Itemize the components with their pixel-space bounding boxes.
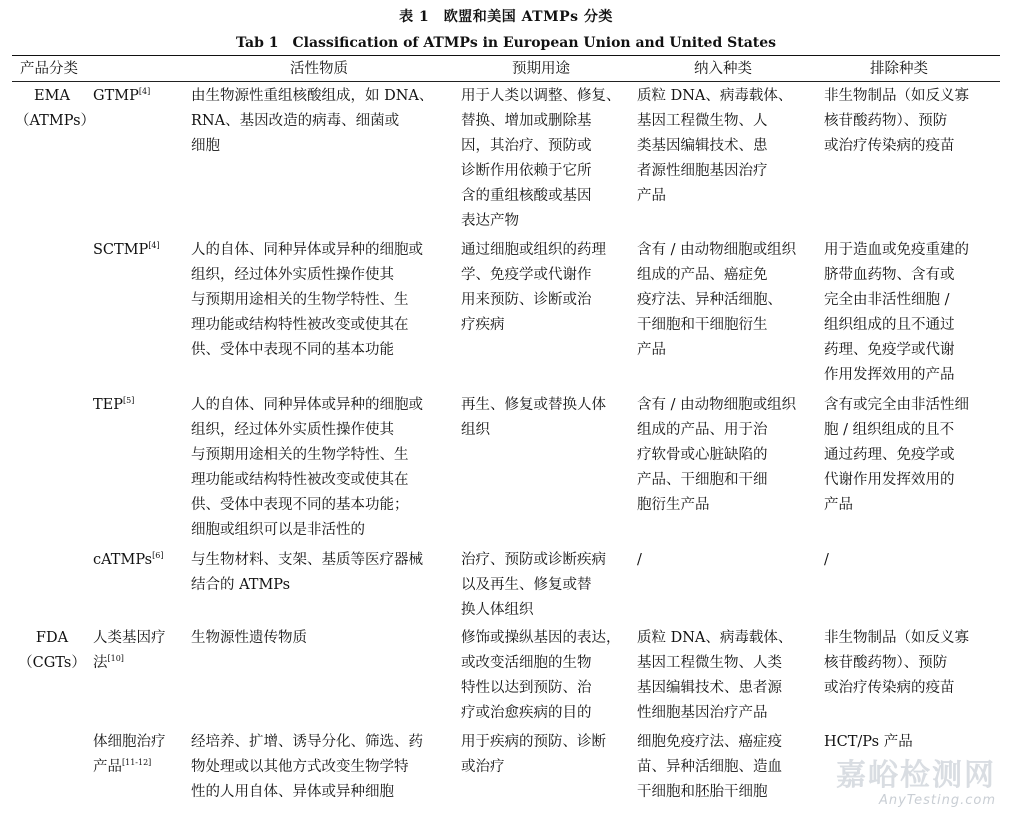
included-types-cell: / [637, 552, 642, 568]
intended-use-cell: 用于人类以调整、修复、 替换、增加或删除基 因，其治疗、预防或 诊断作用依赖于它所 含的重组核酸或基因 表达产物 [461, 88, 621, 229]
intended-use-cell: 治疗、预防或诊断疾病 以及再生、修复或替 换人体组织 [461, 552, 606, 618]
included-types-cell: 质粒 DNA、病毒载体、 基因工程微生物、人 类基因编辑技术、患 者源性细胞基因治疗 产品 [637, 88, 793, 204]
excluded-types-cell: / [824, 552, 829, 568]
product-type-cell [93, 238, 160, 263]
active-substance-cell: 与生物材料、支架、基质等医疗器械 结合的 ATMPs [191, 552, 423, 593]
header-included-types: 纳入种类 [694, 61, 752, 77]
active-substance-cell: 生物源性遗传物质 [191, 630, 307, 646]
header-excluded-types: 排除种类 [870, 61, 928, 77]
watermark-cn: 嘉峪检测网 [836, 758, 996, 793]
header-category: 产品分类 [20, 61, 78, 77]
product-type-cell [93, 730, 189, 780]
header-active-substance: 活性物质 [290, 61, 348, 77]
excluded-types-cell: 含有或完全由非活性细 胞 / 组织组成的且不 通过药理、免疫学或 代谢作用发挥效用的 产品 [824, 397, 969, 513]
reference-marker: [4] [148, 241, 160, 251]
active-substance-cell: 人的自体、同种异体或异种的细胞或 组织，经过体外实质性操作使其 与预期用途相关的生物学特性、生 理功能或结构特性被改变或使其在 供、受体中表现不同的基本功能 [191, 242, 423, 358]
reference-marker: [11-12] [122, 758, 152, 768]
table-title-en: Tab 1 Classification of ATMPs in European Union and United States [235, 35, 777, 51]
reference-marker: [10] [107, 654, 124, 664]
product-type-name: SCTMP [93, 242, 149, 258]
intended-use-cell: 再生、修复或替换人体 组织 [461, 397, 606, 438]
excluded-types-cell: 非生物制品（如反义寡 核苷酸药物）、预防 或治疗传染病的疫苗 [824, 88, 969, 154]
included-types-cell: 质粒 DNA、病毒载体、 基因工程微生物、人类 基因编辑技术、患者源 性细胞基因治疗产品 [637, 630, 793, 721]
top-rule [12, 55, 1000, 56]
watermark-en: AnyTesting.com [878, 793, 996, 808]
excluded-types-cell: 用于造血或免疫重建的 脐带血药物、含有或 完全由非活性细胞 / 组织组成的且不通过 药理、免疫学或代谢 作用发挥效用的产品 [824, 242, 969, 383]
excluded-types-cell: 非生物制品（如反义寡 核苷酸药物）、预防 或治疗传染病的疫苗 [824, 630, 969, 696]
product-type-name: 体细胞治疗 产品 [93, 734, 166, 775]
excluded-types-cell: HCT/Ps 产品 [824, 734, 913, 750]
product-type-cell [93, 626, 189, 676]
group-label-fda: FDA （CGTs） [18, 630, 86, 671]
product-type-cell [93, 393, 134, 418]
product-type-name: TEP [93, 397, 124, 413]
product-type-cell [93, 84, 150, 109]
product-type-name: cATMPs [93, 552, 153, 568]
product-type-cell [93, 548, 163, 573]
active-substance-cell: 人的自体、同种异体或异种的细胞或 组织，经过体外实质性操作使其 与预期用途相关的生物学特性、生 理功能或结构特性被改变或使其在 供、受体中表现不同的基本功能； 细胞或组织可以是非活性的 [191, 397, 423, 538]
watermark-logo [836, 759, 996, 809]
header-intended-use: 预期用途 [512, 61, 570, 77]
intended-use-cell: 用于疾病的预防、诊断 或治疗 [461, 734, 606, 775]
reference-marker: [4] [138, 87, 151, 97]
included-types-cell: 细胞免疫疗法、癌症疫 苗、异种活细胞、造血 干细胞和胚胎干细胞 [637, 734, 782, 800]
intended-use-cell: 修饰或操纵基因的表达， 或改变活细胞的生物 特性以达到预防、治 疗或治愈疾病的目的 [461, 630, 621, 721]
intended-use-cell: 通过细胞或组织的药理 学、免疫学或代谢作 用来预防、诊断或治 疗疾病 [461, 242, 606, 333]
included-types-cell: 含有 / 由动物细胞或组织 组成的产品、癌症免 疫疗法、异种活细胞、 干细胞和干细胞衍生 产品 [637, 242, 797, 358]
header-rule [12, 81, 1000, 82]
active-substance-cell: 经培养、扩增、诱导分化、筛选、药 物处理或以其他方式改变生物学特 性的人用自体、异体或异种细胞 [191, 734, 423, 800]
group-label-ema: EMA （ATMPs） [15, 88, 96, 129]
product-type-name: 人类基因疗 法 [93, 630, 166, 671]
product-type-name: GTMP [93, 88, 139, 104]
included-types-cell: 含有 / 由动物细胞或组织 组成的产品、用于治 疗软骨或心脏缺陷的 产品、干细胞和干细 胞衍生产品 [637, 397, 797, 513]
reference-marker: [5] [123, 396, 135, 406]
active-substance-cell: 由生物源性重组核酸组成，如 DNA、 RNA、基因改造的病毒、细菌或 细胞 [191, 88, 434, 154]
table-title-cn: 表 1 欧盟和美国 ATMPs 分类 [399, 9, 613, 25]
reference-marker: [6] [152, 551, 164, 561]
